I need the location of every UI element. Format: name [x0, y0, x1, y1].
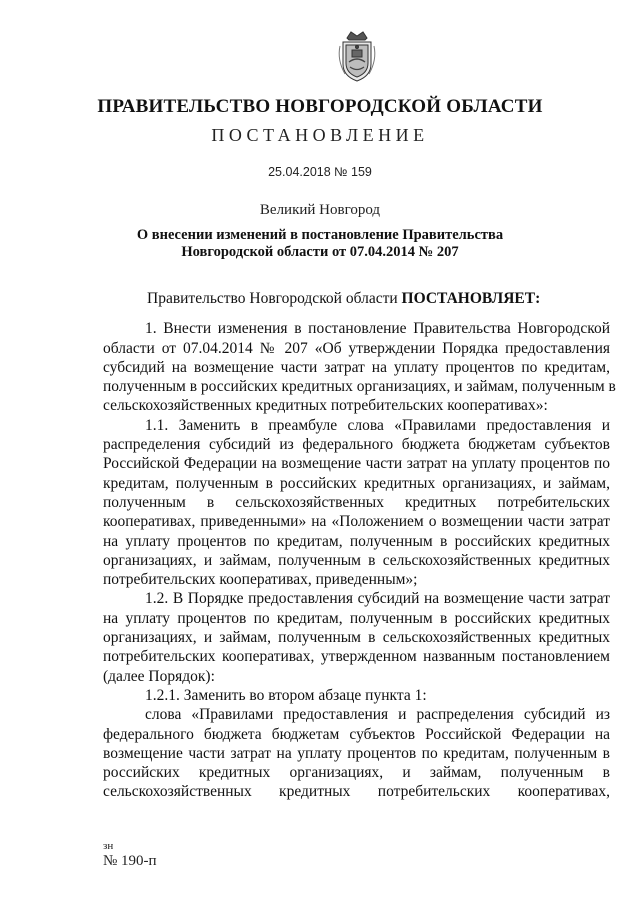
paragraph-line: распределения субсидий из федерального бюджета бюджетам субъектов — [103, 436, 610, 454]
coat-of-arms-emblem — [335, 26, 379, 84]
paragraph-5 — [103, 705, 610, 801]
document-code: № 190-п — [103, 853, 157, 869]
paragraph-line: 1.2. В Порядке предоставления субсидий на возмещение части затрат — [145, 590, 610, 608]
document-type: ПОСТАНОВЛЕНИЕ — [211, 125, 429, 145]
paragraph-line: полученным в российских кредитных организациях, и займам, полученным в — [103, 378, 616, 396]
paragraph-1 — [103, 319, 616, 415]
paragraph-line: сельскохозяйственных кредитных потребительских кооперативах, — [103, 783, 610, 801]
preamble-text: Правительство Новгородской области — [147, 290, 402, 307]
date-and-number: 25.04.2018 № 159 — [268, 165, 372, 179]
paragraph-line: области от 07.04.2014 № 207 «Об утверждении Порядка предоставления — [103, 339, 610, 357]
paragraph-line: организациях, и займам, полученным в сельскохозяйственных кредитных — [103, 551, 610, 569]
preamble-strong: ПОСТАНОВЛЯЕТ: — [401, 290, 541, 307]
subject-line: О внесении изменений в постановление Правительства — [136, 227, 504, 243]
paragraph-line: потребительских кооперативах, утвержденном названным постановлением — [103, 648, 610, 666]
paragraph-line: на уплату процентов по кредитам, полученным в российских кредитных — [103, 532, 610, 550]
paragraph-line: 1.2.1. Заменить во втором абзаце пункта 1: — [145, 686, 427, 704]
paragraph-line: потребительских кооперативах, приведенным»; — [103, 571, 418, 589]
paragraph-line: кредитам, полученным в российских кредитных организациях, и займам, — [103, 474, 610, 492]
paragraph-line: 1. Внести изменения в постановление Правительства Новгородской — [145, 320, 610, 338]
paragraph-line: на уплату процентов по кредитам, полученным в российских кредитных — [103, 609, 610, 627]
paragraph-2 — [103, 416, 610, 590]
paragraph-line: слова «Правилами предоставления и распределения субсидий из — [145, 706, 610, 724]
government-title: ПРАВИТЕЛЬСТВО НОВГОРОДСКОЙ ОБЛАСТИ — [97, 96, 543, 117]
paragraph-line: российских кредитных организациях, и займам, полученным в — [103, 764, 610, 782]
paragraph-line: федерального бюджета бюджетам субъектов Российской Федерации на — [103, 725, 610, 743]
paragraph-line: полученным в сельскохозяйственных кредитных потребительских — [103, 493, 610, 511]
paragraph-line: кооперативах, приведенными» на «Положением о возмещении части затрат — [103, 513, 610, 531]
paragraph-line: сельскохозяйственных кредитных потребительских кооперативах»: — [103, 397, 548, 415]
paragraph-line: организациях, и займам, полученным в сельскохозяйственных кредитных — [103, 629, 610, 647]
city-name: Великий Новгород — [259, 202, 381, 218]
paragraph-line: субсидий на возмещение части затрат на уплату процентов по кредитам, — [103, 358, 610, 376]
document-body — [103, 289, 616, 802]
paragraph-line: 1.1. Заменить в преамбуле слова «Правилами предоставления и — [145, 416, 610, 434]
executor-initials: зн — [103, 840, 114, 852]
paragraph-line: Российской Федерации на возмещение части затрат на уплату процентов по — [103, 455, 610, 473]
document-subject — [110, 227, 530, 261]
paragraph-line: (далее Порядок): — [103, 667, 215, 685]
subject-line: Новгородской области от 07.04.2014 № 207 — [181, 244, 459, 260]
paragraph-4 — [103, 686, 610, 705]
paragraph-3 — [103, 589, 610, 685]
document-footer — [103, 840, 157, 870]
preamble — [103, 289, 610, 308]
paragraph-line: возмещение части затрат на уплату процентов по кредитам, полученным в — [103, 744, 610, 762]
